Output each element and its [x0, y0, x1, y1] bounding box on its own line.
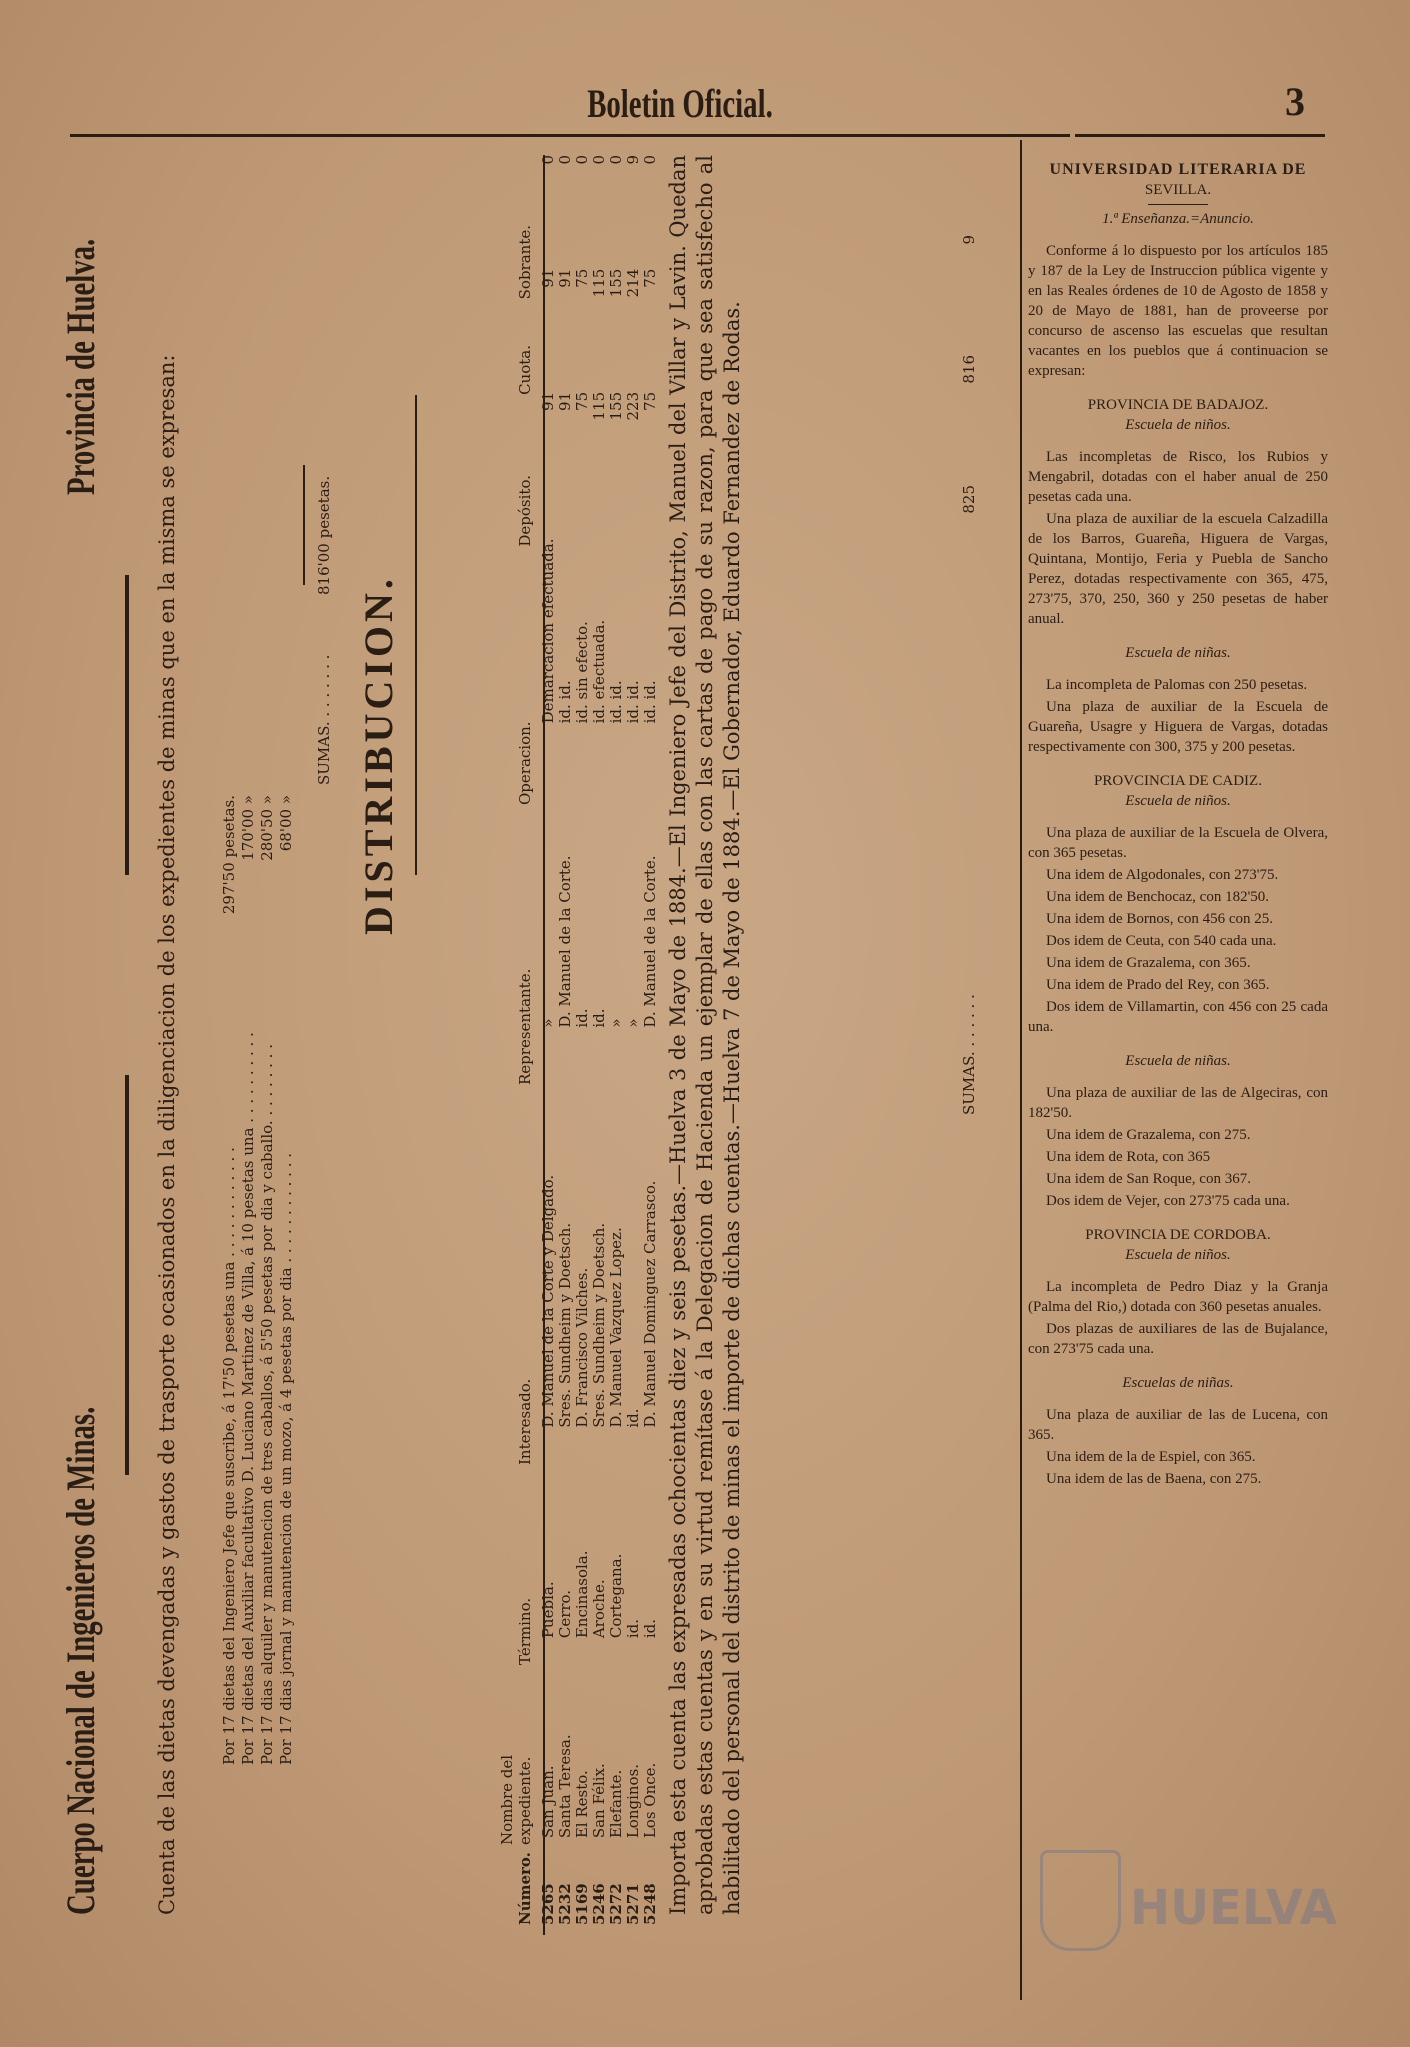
table-cell: San Félix.	[590, 1763, 608, 1839]
col-header: Cuota.	[516, 345, 534, 395]
table-cell: id. sin efecto.	[573, 621, 591, 724]
listing: Una idem de Grazalema, con 275.	[1046, 1127, 1251, 1143]
table-cell: 0	[641, 155, 659, 165]
page-number: 3	[1285, 79, 1305, 124]
listing: Las incompletas de Risco, los Rubios y Mengabril, dotadas con el haber anual de 250 pesetas cada una.	[1028, 449, 1328, 505]
table-rule	[543, 155, 545, 1935]
school-type-heading: Escuela de niños.	[1125, 417, 1231, 433]
table-cell: 5232	[556, 1883, 574, 1925]
table-cell: Longinos.	[624, 1763, 642, 1839]
table-cell: Sres. Sundheim y Doetsch.	[590, 1222, 608, 1428]
listing: Una plaza de auxiliar de la Escuela de Guareña, Usagre y Higuera de Vargas, dotadas respectivamente con 300, 375 y 200 pesetas.	[1028, 699, 1328, 755]
table-cell: Santa Teresa.	[556, 1734, 574, 1839]
table-cell: 91	[556, 391, 574, 411]
table-cell: 0	[590, 155, 608, 165]
school-type-heading: Escuela de niños.	[1125, 1247, 1231, 1263]
table-cell: id. id.	[624, 680, 642, 724]
expense-item: Por 17 dias alquiler y manutencion de tres caballos, á 5'50 pesetas por dia y caballo. . . . . . . . . 280'50 »	[258, 795, 276, 1765]
table-cell: 155	[607, 391, 625, 421]
sum-cuota: 816	[960, 355, 978, 384]
header-rule	[70, 134, 1070, 137]
listing: Dos idem de Villamartin, con 456 con 25 cada una.	[1028, 999, 1328, 1035]
ornament-rule	[125, 1075, 129, 1475]
table-cell: 5265	[539, 1883, 557, 1925]
expense-item: Por 17 dias jornal y manutencion de un mozo, á 4 pesetas por dia . . . . . . . . . . . . 68'00 »	[277, 795, 295, 1765]
table-cell: D. Manuel de la Corte.	[641, 855, 659, 1028]
cuenta-intro: Cuenta de las dietas devengadas y gastos de trasporte ocasionados en la diligenciacion de los expedientes de minas que en la misma se expresan:	[155, 354, 179, 1915]
col-header: Operacion.	[516, 721, 534, 805]
table-cell: Cerro.	[556, 1589, 574, 1639]
table-row	[642, 155, 659, 1935]
expense-item: Por 17 dietas del Auxiliar facultativo D. Luciano Martinez de Villa, á 10 pesetas una . . . . . . . . . . 170'00 »	[239, 795, 257, 1765]
expense-items	[220, 365, 296, 1765]
province-heading: PROVINCIA DE BADAJOZ.	[1087, 397, 1269, 413]
province-heading: PROVINCIA DE CORDOBA.	[1085, 1227, 1271, 1243]
col-header: Sobrante.	[516, 225, 534, 300]
col-header: Nombre del expediente.	[498, 1754, 534, 1845]
listing: Una idem de las de Baena, con 275.	[1046, 1471, 1262, 1487]
table-cell: Encinasola.	[573, 1550, 591, 1639]
rotated-mining-account	[55, 155, 1005, 1935]
listing: Una plaza de auxiliar de las de Lucena, con 365.	[1028, 1407, 1328, 1443]
footer-paragraph: Importa esta cuenta las expresadas ochocientas diez y seis pesetas.—Huelva 3 de Mayo de 1884.—El Ingeniero Jefe del Distrito, Manuel del Villar y Lavin. Quedan aprobadas estas cuentas y en su virtud remítase á la Delegacion de Hacienda un ejemplar de ellas con las cartas de pago de su razon, para que sea satisfecho al habilitado del personal del distrito de minas el importe de dichas cuentas.—Huelva 7 de Mayo de 1884.—El Gobernador, Eduardo Fernandez de Rodas.	[666, 155, 744, 1915]
listing: Dos plazas de auxiliares de las de Bujalance, con 273'75 cada una.	[1028, 1321, 1328, 1357]
listing: Dos idem de Vejer, con 273'75 cada una.	[1046, 1193, 1290, 1209]
school-type-heading: Escuela de niñas.	[1125, 1053, 1231, 1069]
header-rule-right	[1075, 134, 1325, 137]
school-type-heading: Escuela de niños.	[1125, 793, 1231, 809]
page-title: Boletin Oficial.	[587, 81, 773, 126]
table-cell: 115	[590, 268, 608, 298]
table-row	[557, 155, 574, 1935]
table-cell: 5169	[573, 1883, 591, 1925]
table-cell: 75	[573, 391, 591, 411]
table-cell: Cortegana.	[607, 1553, 625, 1639]
listing: La incompleta de Pedro Diaz y la Granja (Palma del Rio,) dotada con 360 pesetas anuales.	[1028, 1279, 1328, 1315]
col-header: Número.	[516, 1852, 534, 1925]
table-cell: id.	[624, 1408, 642, 1428]
table-cell: id. efectuada.	[590, 619, 608, 724]
table-cell: 5271	[624, 1883, 642, 1925]
table-header	[440, 155, 540, 1935]
distribucion-rule	[415, 395, 417, 875]
col-header: Término.	[516, 1597, 534, 1665]
province-heading: PROVCINCIA DE CADIZ.	[1094, 773, 1262, 789]
table-cell: Demarcacion efectuada.	[539, 538, 557, 724]
table-cell: 155	[607, 268, 625, 298]
table-cell: D. Manuel Vazquez Lopez.	[607, 1227, 625, 1428]
listing: Una idem de Benchocaz, con 182'50.	[1046, 889, 1270, 905]
table-row	[591, 155, 608, 1935]
table-cell: 0	[607, 155, 625, 165]
sumas-label: SUMAS. . . . . . . .	[315, 654, 333, 785]
university-column	[1028, 160, 1328, 1491]
table-cell: D. Manuel Dominguez Carrasco.	[641, 1180, 659, 1428]
listing: Una idem de Grazalema, con 365.	[1046, 955, 1251, 971]
university-title: UNIVERSIDAD LITERARIA DE	[1049, 161, 1307, 178]
sum-rule	[303, 465, 305, 585]
table-cell: Puebla.	[539, 1581, 557, 1639]
ensenanza-heading: 1.ª Enseñanza.=Anuncio.	[1102, 211, 1254, 227]
table-cell: Los Once.	[641, 1762, 659, 1839]
expense-item: Por 17 dietas del Ingeniero Jefe que suscribe, á 17'50 pesetas una . . . . . . . . . . . . 297'50 pesetas.	[220, 795, 238, 1765]
listing: Una plaza de auxiliar de las de Algeciras, con 182'50.	[1028, 1085, 1328, 1121]
table-cell: id.	[573, 1008, 591, 1028]
listing: Una idem de la de Espiel, con 365.	[1046, 1449, 1256, 1465]
table-cell: 5248	[641, 1883, 659, 1925]
table-cell: »	[624, 1018, 642, 1028]
table-body	[540, 155, 659, 1935]
table-sum-row	[960, 215, 978, 1115]
table-cell: id. id.	[641, 680, 659, 724]
table-cell: 5246	[590, 1883, 608, 1925]
table-cell: id.	[624, 1618, 642, 1639]
table-cell: id.	[590, 1008, 608, 1028]
table-cell: 0	[539, 155, 557, 165]
listing: La incompleta de Palomas con 250 pesetas.	[1046, 677, 1308, 693]
university-city: SEVILLA.	[1144, 182, 1212, 198]
table-cell: id.	[641, 1618, 659, 1639]
listing: Una idem de Rota, con 365	[1046, 1149, 1211, 1165]
table-cell: 5272	[607, 1883, 625, 1925]
table-cell: 0	[556, 155, 574, 165]
table-sum-label: SUMAS. . . . . . .	[960, 994, 978, 1115]
table-cell: D. Manuel de la Corte.	[556, 855, 574, 1028]
table-cell: 223	[624, 391, 642, 421]
col-header: Depósito.	[516, 475, 534, 547]
table-cell: »	[539, 1018, 557, 1028]
listing: Dos idem de Ceuta, con 540 cada una.	[1046, 933, 1277, 949]
table-cell: 214	[624, 268, 642, 298]
table-cell: id. id.	[556, 680, 574, 724]
table-cell: Elefante.	[607, 1769, 625, 1839]
table-cell: 75	[641, 391, 659, 411]
school-type-heading: Escuela de niñas.	[1125, 645, 1231, 661]
cuerpo-heading: Cuerpo Nacional de Ingenieros de Minas.	[58, 1406, 103, 1915]
table-cell: 91	[539, 391, 557, 411]
col-header: Interesado.	[516, 1378, 534, 1465]
col-header: Representante.	[516, 968, 534, 1085]
listing: Una idem de Bornos, con 456 con 25.	[1046, 911, 1274, 927]
table-cell: 115	[590, 391, 608, 421]
listing: Una plaza de auxiliar de la Escuela de Olvera, con 365 pesetas.	[1028, 825, 1328, 861]
table-cell: 91	[556, 268, 574, 288]
table-cell: Sres. Sundheim y Doetsch.	[556, 1222, 574, 1428]
provincia-heading: Provincia de Huelva.	[58, 238, 103, 495]
table-cell: 91	[539, 268, 557, 288]
listing: Una plaza de auxiliar de la escuela Calzadilla de los Barros, Guareña, Higuera de Vargas, Quintana, Montijo, Feria y Puebla de Sancho Perez, dotadas respectivamente con 365, 475, 273'75, 370, 250, 360 y 250 pesetas de haber anual.	[1028, 511, 1328, 627]
intro-paragraph: Conforme á lo dispuesto por los artículos 185 y 187 de la Ley de Instruccion pública vigente y en las Reales órdenes de 10 de Agosto de 1858 y 20 de Mayo de 1881, han de proveerse por concurso de ascenso las escuelas que resultan vacantes en los pueblos que á continuacion se expresan:	[1028, 243, 1328, 379]
listing: Una idem de San Roque, con 367.	[1046, 1171, 1251, 1187]
listing: Una idem de Prado del Rey, con 365.	[1046, 977, 1270, 993]
ornament-rule	[125, 575, 129, 875]
sum-sobrante: 9	[960, 235, 978, 245]
sum-deposito: 825	[960, 485, 978, 514]
table-row	[574, 155, 591, 1935]
divider	[1148, 204, 1208, 205]
table-cell: 9	[624, 155, 642, 165]
table-cell: 75	[573, 268, 591, 288]
table-cell: D. Manuel de la Corte y Delgado.	[539, 1174, 557, 1428]
sumas-value: 816'00 pesetas.	[315, 475, 333, 595]
table-cell: »	[607, 1018, 625, 1028]
table-cell: D. Francisco Vilches.	[573, 1267, 591, 1428]
table-cell: San Juan.	[539, 1765, 557, 1839]
table-cell: Aroche.	[590, 1579, 608, 1639]
table-cell: 0	[573, 155, 591, 165]
table-row	[608, 155, 625, 1935]
table-cell: 75	[641, 268, 659, 288]
distribucion-heading: DISTRIBUCION.	[356, 575, 401, 935]
table-row	[625, 155, 642, 1935]
table-cell: id. id.	[607, 680, 625, 724]
watermark: HUELVA	[1130, 1880, 1337, 1936]
listing: Una idem de Algodonales, con 273'75.	[1046, 867, 1279, 883]
school-type-heading: Escuelas de niñas.	[1122, 1375, 1234, 1391]
column-separator	[1020, 140, 1022, 2000]
table-cell: El Resto.	[573, 1770, 591, 1839]
archive-seal-icon	[1040, 1850, 1121, 1951]
